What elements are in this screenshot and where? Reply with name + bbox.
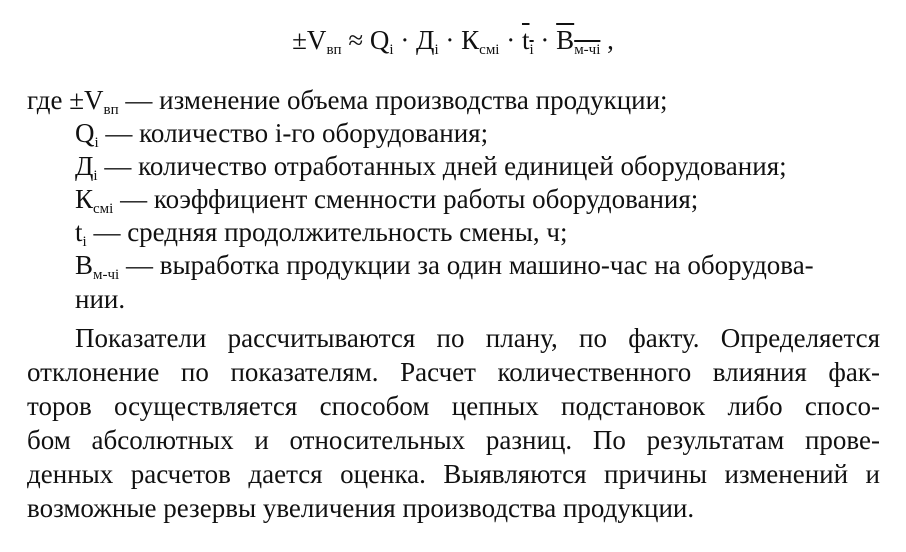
formula xyxy=(0,22,906,58)
formula-end: , xyxy=(600,25,614,55)
formula-term-v: ±V xyxy=(292,25,327,55)
formula-sub-q: i xyxy=(389,42,394,58)
formula-eq-q: ≈ Q xyxy=(341,25,390,55)
formula-dot-1: · xyxy=(499,25,522,55)
paragraph-line-4: бом абсолютных и относительных разниц. По результатам прове- xyxy=(27,425,880,455)
legend-line-3: $Д_i$ — количество отработанных дней единицей оборудования; xyxy=(75,151,787,184)
legend-line-4: $К_{смi}$ — коэффициент сменности работы оборудования; xyxy=(75,184,699,217)
legend-line-1: где $\pm V_{вп}$ — изменение объема производства продукции; xyxy=(27,85,668,118)
formula-sub-k: смi xyxy=(479,42,500,58)
formula-term-t: $t_i$ xyxy=(521,25,534,58)
formula-term-b: $В_{м-чi}$ xyxy=(556,25,601,58)
formula-sub-b: м-чi xyxy=(574,42,601,58)
legend-line-7: нии. xyxy=(75,284,126,314)
formula-sub-t: i xyxy=(529,42,534,58)
legend-line-5: $t_i$ — средняя продолжительность смены, ч; xyxy=(75,217,568,250)
formula-term-d: · Д xyxy=(393,25,435,55)
formula-sub-v: вп xyxy=(326,42,342,58)
formula-dot-2: · xyxy=(533,25,557,55)
legend-line-6: $В_{м-чi}$ — выработка продукции за один машино-час на оборудова- xyxy=(75,250,814,283)
paragraph-line-1: Показатели рассчитываются по плану, по факту. Определяется xyxy=(75,323,880,353)
formula-sub-d: i xyxy=(434,42,439,58)
formula-term-k: · К xyxy=(438,25,480,55)
paragraph-line-6: возможные резервы увеличения производства продукции. xyxy=(27,493,695,523)
legend-line-2: $Q_i$ — количество i-го оборудования; xyxy=(75,118,489,151)
paragraph-line-2: отклонение по показателям. Расчет количественного влияния фак- xyxy=(27,357,880,387)
paragraph-line-3: торов осуществляется способом цепных подстановок либо спосо- xyxy=(27,391,880,421)
paragraph-line-5: денных расчетов дается оценка. Выявляются причины изменений и xyxy=(27,459,880,489)
